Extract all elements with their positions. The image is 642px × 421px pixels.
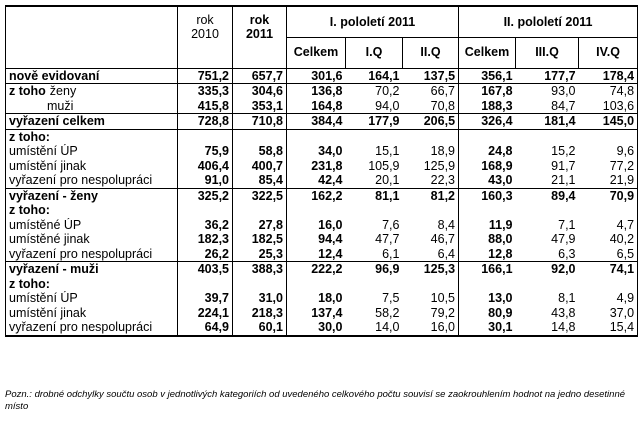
table-row: [6, 68, 638, 84]
table-cell: 224,1: [178, 306, 233, 321]
row-label: [6, 277, 178, 292]
corner-cell: [6, 6, 178, 68]
table-cell: 356,1: [459, 68, 516, 84]
table-cell: 30,1: [459, 320, 516, 336]
q1-header: I.Q: [346, 37, 403, 68]
table-cell: [459, 203, 516, 218]
table-cell: [459, 277, 516, 292]
row-label-text: vyřazení - ženy: [9, 188, 98, 203]
table-cell: [403, 203, 459, 218]
table-cell: 60,1: [233, 320, 287, 336]
row-label: [6, 188, 178, 203]
table-cell: [287, 129, 346, 144]
table-cell: 84,7: [516, 99, 579, 114]
table-cell: 145,0: [579, 114, 638, 130]
table-cell: 384,4: [287, 114, 346, 130]
table-cell: 96,9: [375, 262, 400, 276]
table-cell: 105,9: [368, 158, 400, 173]
table-cell: 36,2: [178, 218, 233, 233]
table-cell: [516, 277, 579, 292]
row-label: [6, 262, 178, 277]
statistics-table: [5, 5, 638, 337]
footnote: Pozn.: drobné odchylky součtu osob v jednotlivých kategoriích od uvedeného celkového počtu souvisí se zaokrouhlením hodnot na jedno desetinné místo: [5, 389, 626, 412]
table-cell: 103,6: [579, 99, 638, 114]
h2-2011-header: II. pololetí 2011: [459, 6, 638, 37]
table-cell: 88,0: [488, 232, 513, 246]
table-cell: 301,6: [287, 68, 346, 84]
row-label-text: umístění jinak: [9, 305, 87, 320]
table-cell: 46,7: [403, 232, 459, 247]
table-cell: 37,0: [579, 306, 638, 321]
table-cell: 47,7: [375, 232, 400, 246]
table-container: [5, 5, 637, 337]
table-cell: 21,1: [516, 173, 579, 188]
table-cell: 125,3: [403, 262, 459, 277]
table-cell: 403,5: [178, 262, 233, 277]
table-row: [6, 247, 638, 262]
table-cell: 24,8: [488, 144, 513, 158]
table-cell: 14,0: [346, 320, 403, 336]
table-row: [6, 159, 638, 174]
q4-header: IV.Q: [579, 37, 638, 68]
table-cell: 657,7: [233, 68, 287, 84]
table-cell: 15,1: [375, 144, 400, 158]
table-cell: 40,2: [579, 232, 638, 247]
row-label-text: z toho: [9, 84, 46, 98]
table-cell: 16,0: [318, 217, 343, 232]
table-cell: 304,6: [233, 84, 287, 99]
table-cell: 218,3: [233, 306, 287, 321]
table-cell: [579, 277, 638, 292]
table-cell: 181,4: [516, 114, 579, 130]
table-cell: 14,8: [516, 320, 579, 336]
row-label: [6, 173, 178, 188]
table-cell: [178, 129, 233, 144]
table-cell: 162,2: [311, 188, 343, 203]
table-cell: 74,8: [579, 84, 638, 99]
table-cell: 710,8: [233, 114, 287, 130]
table-row: [6, 114, 638, 130]
table-cell: 9,6: [579, 144, 638, 159]
table-row: [6, 277, 638, 292]
table-cell: 335,3: [178, 84, 233, 99]
table-row: [6, 203, 638, 218]
h2-total-header: Celkem: [459, 37, 516, 68]
table-cell: 94,4: [318, 232, 343, 246]
table-cell: 22,3: [403, 173, 459, 188]
table-cell: 80,9: [488, 305, 513, 320]
table-row: [6, 144, 638, 159]
table-cell: 178,4: [579, 68, 638, 84]
table-cell: 94,0: [346, 99, 403, 114]
table-cell: 7,6: [382, 217, 400, 232]
row-label-text: z toho:: [9, 203, 50, 217]
table-cell: 322,5: [233, 188, 287, 203]
table-cell: 18,9: [403, 144, 459, 159]
table-cell: 406,4: [178, 159, 233, 174]
table-cell: 15,2: [551, 144, 576, 158]
table-cell: 182,3: [178, 232, 233, 247]
row-sublabel-text: ženy: [49, 84, 77, 98]
row-label-text: umístěné jinak: [9, 232, 90, 246]
table-cell: 177,9: [346, 114, 403, 130]
table-cell: 8,4: [403, 218, 459, 233]
table-row: [6, 84, 638, 99]
table-cell: 125,9: [403, 159, 459, 174]
row-label: [6, 129, 178, 144]
table-cell: 353,1: [233, 99, 287, 114]
row-label-text: vyřazení celkem: [9, 114, 105, 128]
row-label-text: umístění jinak: [9, 158, 87, 173]
table-cell: [233, 203, 287, 218]
row-label: [6, 144, 178, 159]
table-cell: 160,3: [481, 188, 513, 203]
table-cell: 26,2: [178, 247, 233, 262]
table-cell: 222,2: [311, 262, 343, 276]
table-cell: 47,9: [551, 232, 576, 246]
table-cell: 16,0: [403, 320, 459, 336]
row-label-text: vyřazení - muži: [9, 262, 99, 276]
table-cell: 70,9: [579, 188, 638, 203]
table-cell: [459, 129, 516, 144]
table-cell: [516, 129, 579, 144]
table-row: [6, 129, 638, 144]
h1-2011-header: I. pololetí 2011: [287, 6, 459, 37]
table-cell: 25,3: [233, 247, 287, 262]
table-cell: 70,8: [403, 99, 459, 114]
table-cell: 6,1: [346, 247, 403, 262]
table-cell: 6,3: [516, 247, 579, 262]
table-cell: 6,5: [579, 247, 638, 262]
table-cell: 728,8: [178, 114, 233, 130]
h1-total-header: Celkem: [287, 37, 346, 68]
table-row: [6, 218, 638, 233]
table-cell: 177,7: [516, 68, 579, 84]
table-row: [6, 262, 638, 277]
table-cell: 85,4: [233, 173, 287, 188]
row-label-text: vyřazení pro nespolupráci: [9, 173, 153, 187]
table-cell: 89,4: [551, 188, 576, 203]
row-label: [6, 114, 178, 130]
table-cell: 164,8: [287, 99, 346, 114]
table-cell: 20,1: [346, 173, 403, 188]
table-cell: 4,9: [579, 291, 638, 306]
table-row: [6, 291, 638, 306]
table-cell: 43,8: [551, 305, 576, 320]
table-cell: 182,5: [233, 232, 287, 247]
table-cell: 326,4: [459, 114, 516, 130]
table-cell: 136,8: [311, 84, 343, 98]
table-row: [6, 320, 638, 336]
table-cell: 15,4: [579, 320, 638, 336]
table-cell: 164,1: [346, 68, 403, 84]
table-cell: [346, 203, 403, 218]
row-label: [6, 306, 178, 321]
table-cell: 34,0: [318, 144, 343, 158]
row-label: [6, 232, 178, 247]
table-cell: 10,5: [403, 291, 459, 306]
table-cell: 8,1: [558, 291, 576, 305]
table-cell: 66,7: [403, 84, 459, 99]
table-cell: 39,7: [178, 291, 233, 306]
row-label-text: umístěné ÚP: [9, 217, 82, 232]
table-cell: 81,1: [375, 188, 400, 203]
table-cell: 75,9: [178, 144, 233, 159]
table-cell: 12,4: [287, 247, 346, 262]
row-label-text: umístění ÚP: [9, 144, 78, 158]
table-cell: 91,7: [551, 158, 576, 173]
table-cell: 77,2: [579, 159, 638, 174]
table-cell: 325,2: [178, 188, 233, 203]
table-cell: 7,1: [558, 217, 576, 232]
year-2010-header: rok 2010: [178, 6, 233, 68]
table-cell: 92,0: [551, 262, 576, 276]
row-label-text: nově evidovaní: [9, 68, 100, 83]
table-cell: 166,1: [481, 262, 513, 276]
table-cell: 74,1: [579, 262, 638, 277]
table-row: [6, 99, 638, 114]
row-label-text: z toho:: [9, 129, 50, 144]
table-cell: 27,8: [233, 218, 287, 233]
table-cell: 70,2: [375, 84, 400, 98]
row-label: [6, 84, 178, 99]
table-cell: 64,9: [178, 320, 233, 336]
table-cell: 42,4: [287, 173, 346, 188]
row-label: [6, 291, 178, 306]
table-row: [6, 188, 638, 203]
table-cell: [346, 129, 403, 144]
table-cell: [178, 277, 233, 292]
table-cell: 6,4: [403, 247, 459, 262]
row-label-text: vyřazení pro nespolupráci: [9, 246, 153, 261]
table-cell: 415,8: [178, 99, 233, 114]
row-label-text: z toho:: [9, 276, 50, 291]
table-cell: 11,9: [488, 217, 513, 232]
table-cell: 93,0: [551, 84, 576, 98]
year-2011-header: rok 2011: [233, 6, 287, 68]
table-cell: 12,8: [459, 247, 516, 262]
table-cell: [579, 203, 638, 218]
table-cell: [403, 129, 459, 144]
row-label: [6, 159, 178, 174]
row-label: [6, 68, 178, 84]
row-label: [6, 247, 178, 262]
table-cell: 137,4: [311, 305, 343, 320]
table-cell: 188,3: [459, 99, 516, 114]
q2-header: II.Q: [403, 37, 459, 68]
table-cell: [233, 129, 287, 144]
table-cell: 137,5: [403, 68, 459, 84]
row-label-text: vyřazení pro nespolupráci: [9, 320, 153, 334]
table-cell: 206,5: [403, 114, 459, 130]
table-cell: [233, 277, 287, 292]
row-label: [6, 203, 178, 218]
table-cell: 167,8: [481, 84, 513, 98]
table-row: [6, 173, 638, 188]
table-cell: [346, 277, 403, 292]
table-cell: 21,9: [579, 173, 638, 188]
table-cell: [287, 203, 346, 218]
table-body: [6, 68, 638, 336]
table-cell: 43,0: [459, 173, 516, 188]
table-cell: 7,5: [382, 291, 400, 305]
table-cell: 400,7: [233, 159, 287, 174]
table-row: [6, 232, 638, 247]
table-cell: 231,8: [311, 158, 343, 173]
row-label: [6, 320, 178, 336]
table-cell: 4,7: [579, 218, 638, 233]
table-cell: [403, 277, 459, 292]
table-cell: 751,2: [178, 68, 233, 84]
row-sublabel-text: muži: [47, 98, 74, 113]
table-cell: [516, 203, 579, 218]
table-cell: 58,2: [375, 305, 400, 320]
table-cell: 168,9: [481, 158, 513, 173]
table-cell: 31,0: [233, 291, 287, 306]
table-row: [6, 306, 638, 321]
table-cell: 30,0: [287, 320, 346, 336]
row-label: [6, 99, 178, 114]
table-cell: 79,2: [403, 306, 459, 321]
table-cell: [287, 277, 346, 292]
q3-header: III.Q: [516, 37, 579, 68]
row-label-text: umístění ÚP: [9, 291, 78, 305]
table-cell: 13,0: [488, 291, 513, 305]
table-cell: [579, 129, 638, 144]
table-cell: 58,8: [233, 144, 287, 159]
row-label: [6, 218, 178, 233]
table-cell: 91,0: [178, 173, 233, 188]
table-cell: [178, 203, 233, 218]
table-cell: 388,3: [233, 262, 287, 277]
table-cell: 81,2: [403, 188, 459, 203]
table-cell: 18,0: [318, 291, 343, 305]
